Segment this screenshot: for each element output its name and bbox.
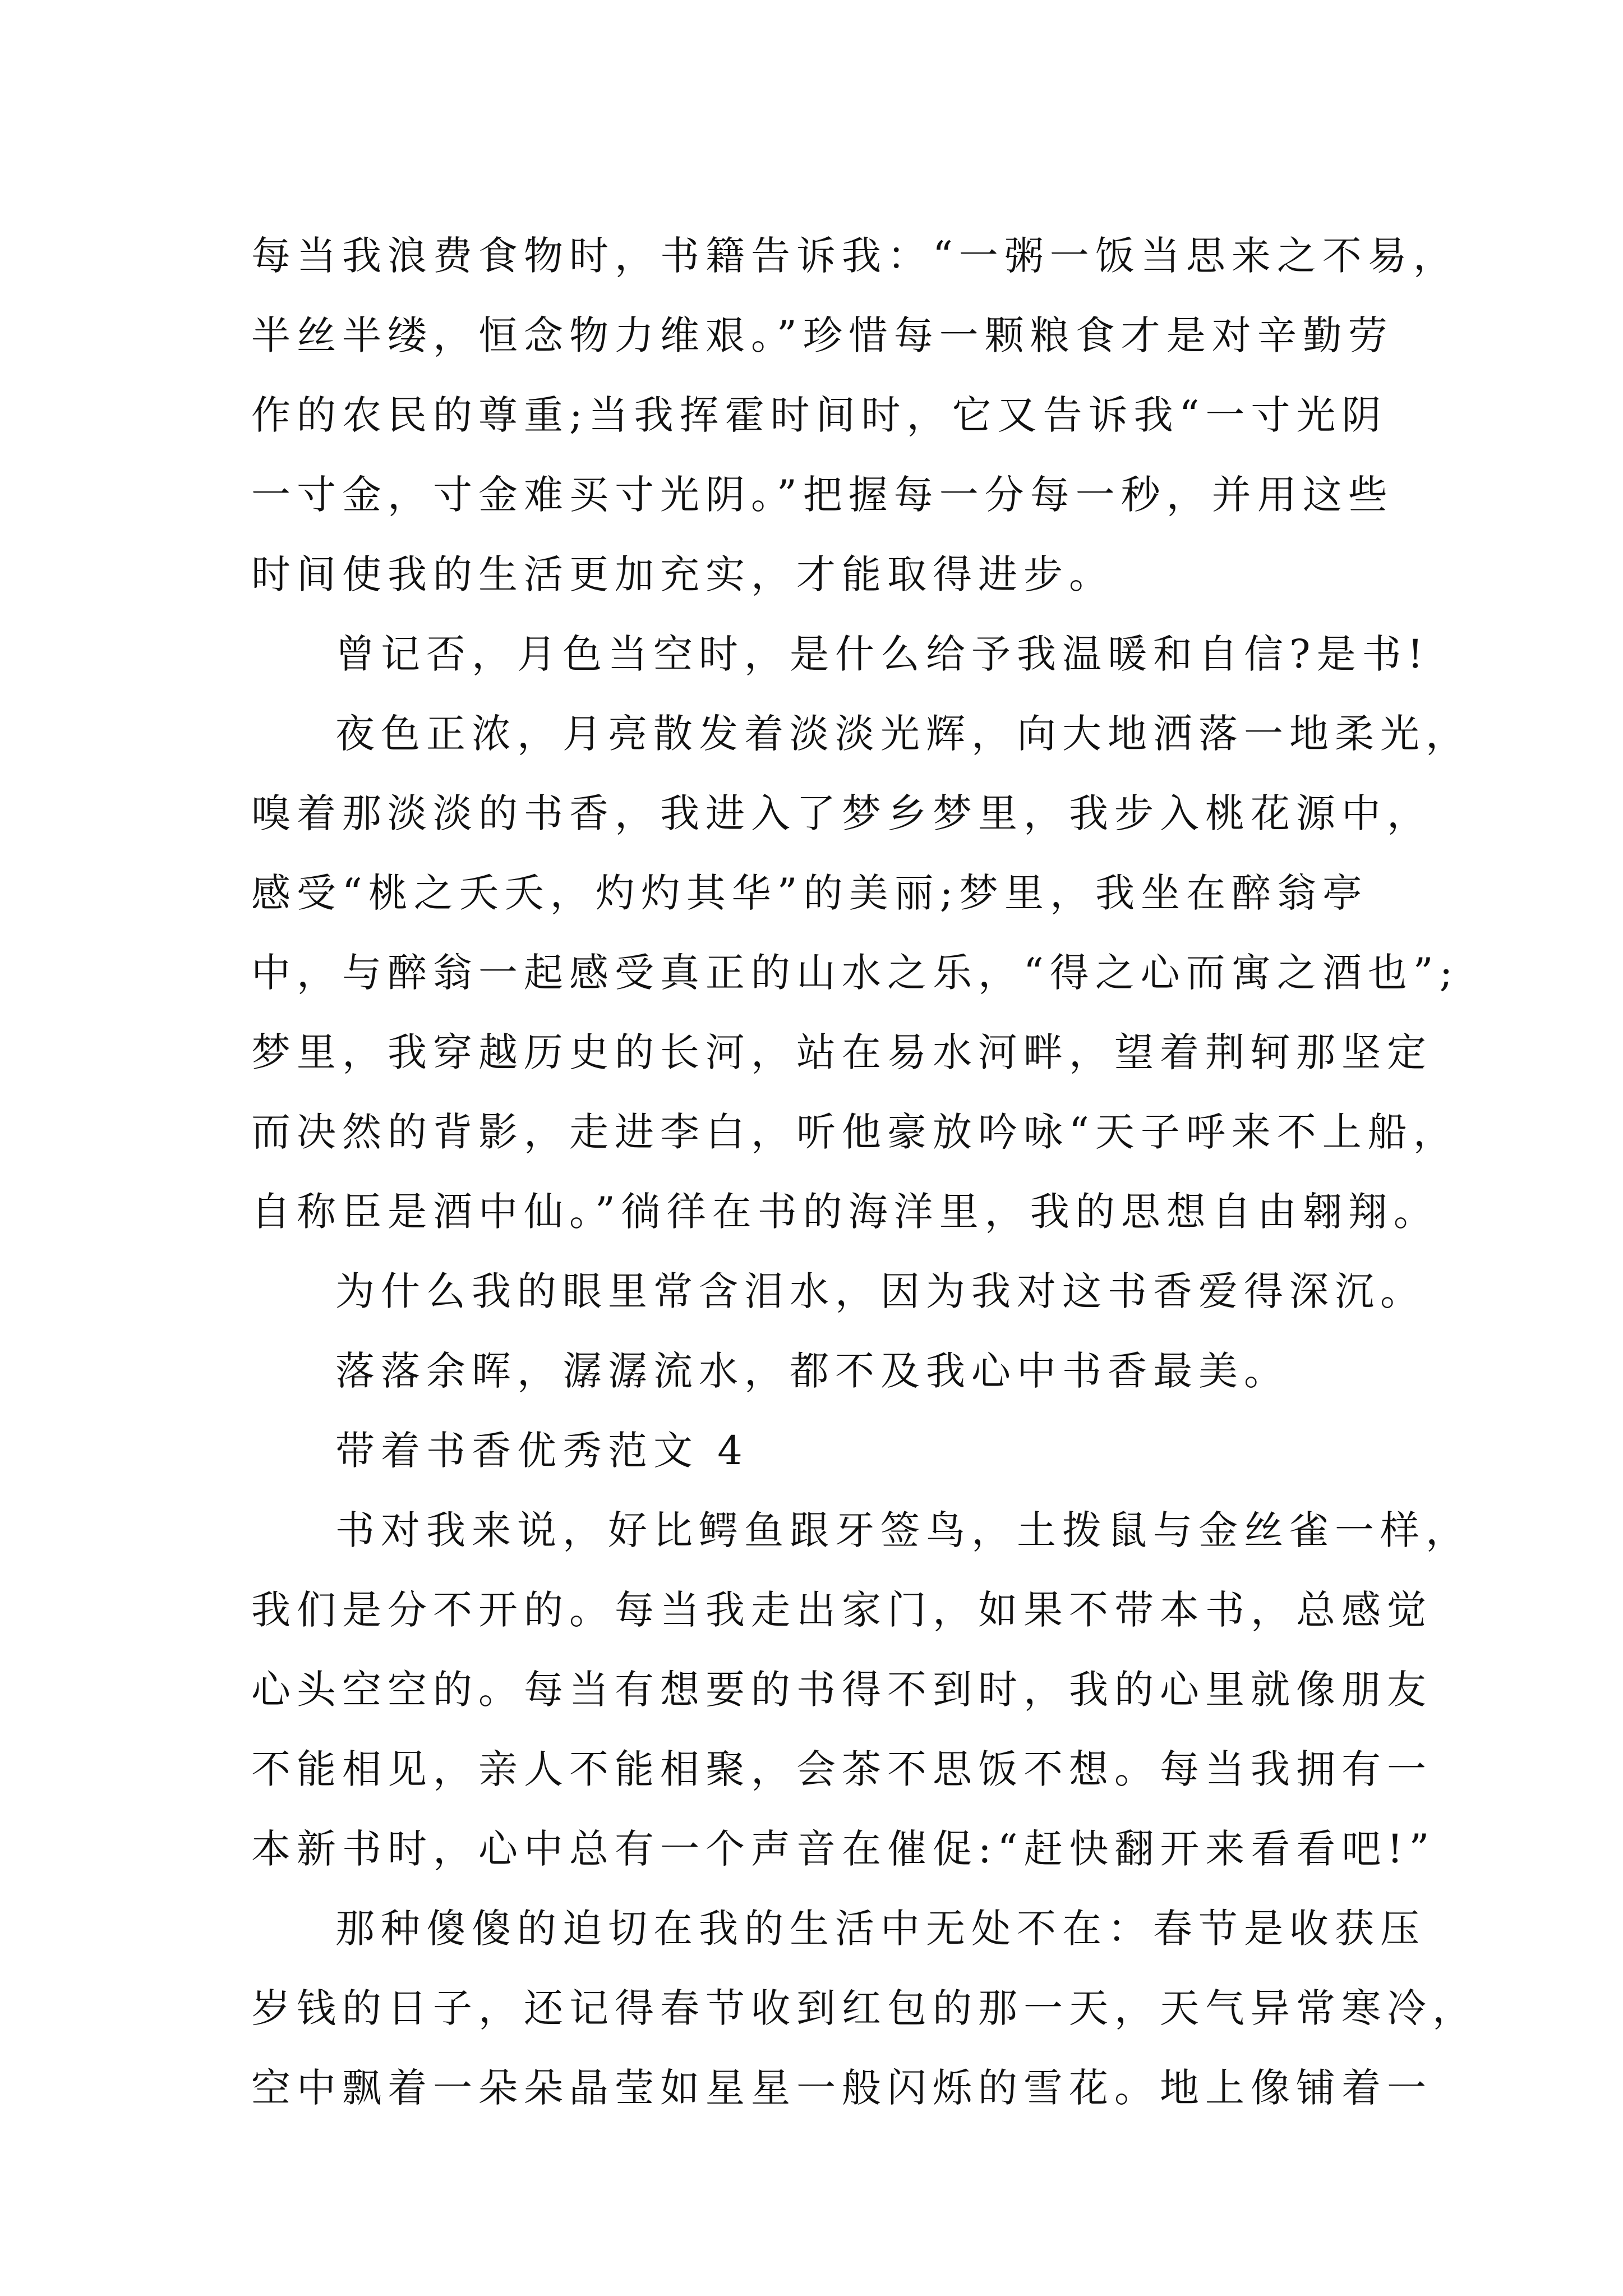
section-heading: 带着书香优秀范文 4 <box>335 1428 749 1474</box>
text-line: 心头空空的。每当有想要的书得不到时，我的心里就像朋友 <box>251 1667 1432 1713</box>
document-body <box>251 216 1478 2128</box>
text-line: 时间使我的生活更加充实，才能取得进步。 <box>251 551 1114 597</box>
text-line: 感受“桃之夭夭，灼灼其华”的美丽;梦里，我坐在醉翁亭 <box>251 870 1368 916</box>
text-line: 自称臣是酒中仙。”徜徉在书的海洋里，我的思想自由翱翔。 <box>251 1189 1439 1235</box>
paragraph-first-line: 曾记否，月色当空时，是什么给予我温暖和自信?是书! <box>335 631 1430 677</box>
text-line: 作的农民的尊重;当我挥霍时间时，它又告诉我“一寸光阴 <box>251 392 1387 438</box>
paragraph-first-line: 为什么我的眼里常含泪水，因为我对这书香爱得深沉。 <box>335 1268 1426 1314</box>
paragraph-first-line: 落落余晖，潺潺流水，都不及我心中书香最美。 <box>335 1348 1289 1394</box>
text-line: 空中飘着一朵朵晶莹如星星一般闪烁的雪花。地上像铺着一 <box>251 2065 1432 2111</box>
text-line: 我们是分不开的。每当我走出家门，如果不带本书，总感觉 <box>251 1587 1432 1633</box>
text-line: 每当我浪费食物时，书籍告诉我：“一粥一饭当思来之不易， <box>251 233 1459 279</box>
paragraph-first-line: 那种傻傻的迫切在我的生活中无处不在：春节是收获压 <box>335 1906 1426 1952</box>
text-line: 中，与醉翁一起感受真正的山水之乐，“得之心而寓之酒也”; <box>251 950 1459 996</box>
text-line: 嗅着那淡淡的书香，我进入了梦乡梦里，我步入桃花源中， <box>251 790 1432 836</box>
text-line: 一寸金，寸金难买寸光阴。”把握每一分每一秒，并用这些 <box>251 472 1394 518</box>
text-line: 岁钱的日子，还记得春节收到红包的那一天，天气异常寒冷， <box>251 1985 1478 2031</box>
text-line: 本新书时，心中总有一个声音在催促:“赶快翻开来看看吧!” <box>251 1826 1436 1872</box>
text-line: 梦里，我穿越历史的长河，站在易水河畔，望着荆轲那坚定 <box>251 1029 1432 1075</box>
paragraph-first-line: 书对我来说，好比鳄鱼跟牙签鸟，土拨鼠与金丝雀一样， <box>335 1507 1471 1553</box>
text-line: 半丝半缕，恒念物力维艰。”珍惜每一颗粮食才是对辛勤劳 <box>251 312 1394 358</box>
text-line: 不能相见，亲人不能相聚，会茶不思饭不想。每当我拥有一 <box>251 1746 1432 1792</box>
text-line: 而决然的背影，走进李白，听他豪放吟咏“天子呼来不上船， <box>251 1109 1459 1155</box>
paragraph-first-line: 夜色正浓，月亮散发着淡淡光辉，向大地洒落一地柔光， <box>335 711 1471 757</box>
